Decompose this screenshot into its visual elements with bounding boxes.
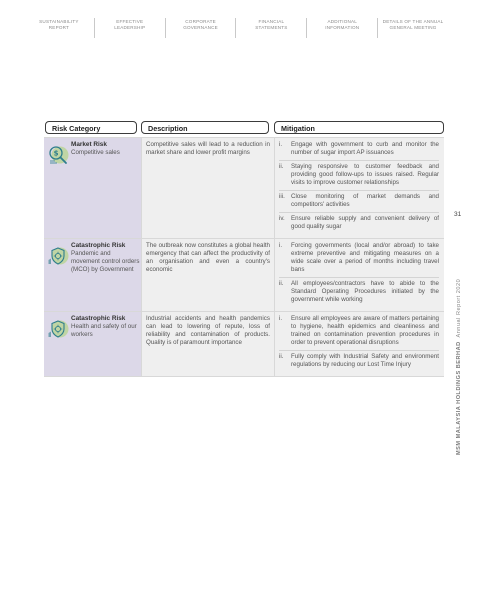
mitigation-item: ii. Staying responsive to customer feedback and providing good follow-ups to issues raised. Regular visits to improve customer relationships: [279, 163, 439, 191]
description-text: Industrial accidents and health pandemics can lead to lowering of repute, loss of reliability and contamination of products. Quality is of paramount importance: [146, 315, 270, 346]
mitigation-cell: [274, 312, 444, 376]
mitigation-item: i. Forcing governments (local and/or abroad) to take extreme preventive and mitigating measures on a wide scale over a period of months including travel bans: [279, 242, 439, 278]
table-row: [44, 312, 444, 377]
risk-title: Market Risk: [71, 141, 107, 148]
virus-shield-icon: [47, 318, 69, 340]
table-row: [44, 137, 444, 239]
mitigation-item: i. Ensure all employees are aware of matters pertaining to hygiene, health epidemics and cleanliness and trained on contamination prevention procedures in order to prevent operational disruptions: [279, 315, 439, 351]
mitigation-item: iii. Close monitoring of market demands and competitors' activities: [279, 193, 439, 213]
header-risk-category: Risk Category: [45, 121, 137, 134]
nav-corporate-governance[interactable]: CORPORATE GOVERNANCE: [166, 18, 237, 38]
money-magnifier-icon: [47, 144, 69, 166]
page-number: 31: [454, 211, 462, 218]
risk-title: Catastrophic Risk: [71, 242, 126, 249]
risk-subtitle: Competitive sales: [71, 149, 120, 156]
mitigation-item: i. Engage with government to curb and monitor the number of sugar import AP issuances: [279, 141, 439, 161]
company-name: MSM MALAYSIA HOLDINGS BERHAD: [456, 341, 462, 455]
risk-title: Catastrophic Risk: [71, 315, 126, 322]
svg-text:$: $: [53, 149, 59, 158]
description-text: Competitive sales will lead to a reduction in market share and lower profit margins: [146, 141, 270, 156]
table-row: [44, 239, 444, 312]
mitigation-item: ii. Fully comply with Industrial Safety and environment regulations by reducing our Lost Time Injury: [279, 353, 439, 368]
mitigation-item: iv. Ensure reliable supply and convenient delivery of good quality sugar: [279, 215, 439, 230]
nav-sustainability-report[interactable]: SUSTAINABILITY REPORT: [24, 18, 95, 38]
nav-financial-statements[interactable]: FINANCIAL STATEMENTS: [236, 18, 307, 38]
risk-category-cell: [44, 138, 141, 238]
description-text: The outbreak now constitutes a global health emergency that can affect the productivity of an organisation and even a country's economic: [146, 242, 270, 273]
report-name: Annual Report 2020: [456, 278, 462, 338]
side-running-title: [456, 279, 462, 455]
header-mitigation: Mitigation: [274, 121, 444, 134]
risk-subtitle: Health and safety of our workers: [71, 323, 137, 338]
risk-table: [44, 137, 444, 377]
nav-annual-general-meeting[interactable]: DETAILS OF THE ANNUAL GENERAL MEETING: [382, 19, 444, 30]
risk-category-cell: [44, 239, 141, 311]
mitigation-cell: [274, 239, 444, 311]
risk-subtitle: Pandemic and movement control orders (MCO) by Government: [71, 250, 140, 273]
description-cell: [141, 239, 274, 311]
description-cell: [141, 312, 274, 376]
virus-shield-icon: [47, 245, 69, 267]
nav-effective-leadership[interactable]: EFFECTIVE LEADERSHIP: [95, 18, 166, 38]
header-description: Description: [141, 121, 269, 134]
risk-category-cell: [44, 312, 141, 376]
top-navigation: [24, 18, 448, 38]
nav-additional-information[interactable]: ADDITIONAL INFORMATION: [307, 18, 378, 38]
description-cell: [141, 138, 274, 238]
mitigation-item: ii. All employees/contractors have to abide to the Standard Operating Procedures initiated by the government while working: [279, 280, 439, 303]
mitigation-cell: [274, 138, 444, 238]
